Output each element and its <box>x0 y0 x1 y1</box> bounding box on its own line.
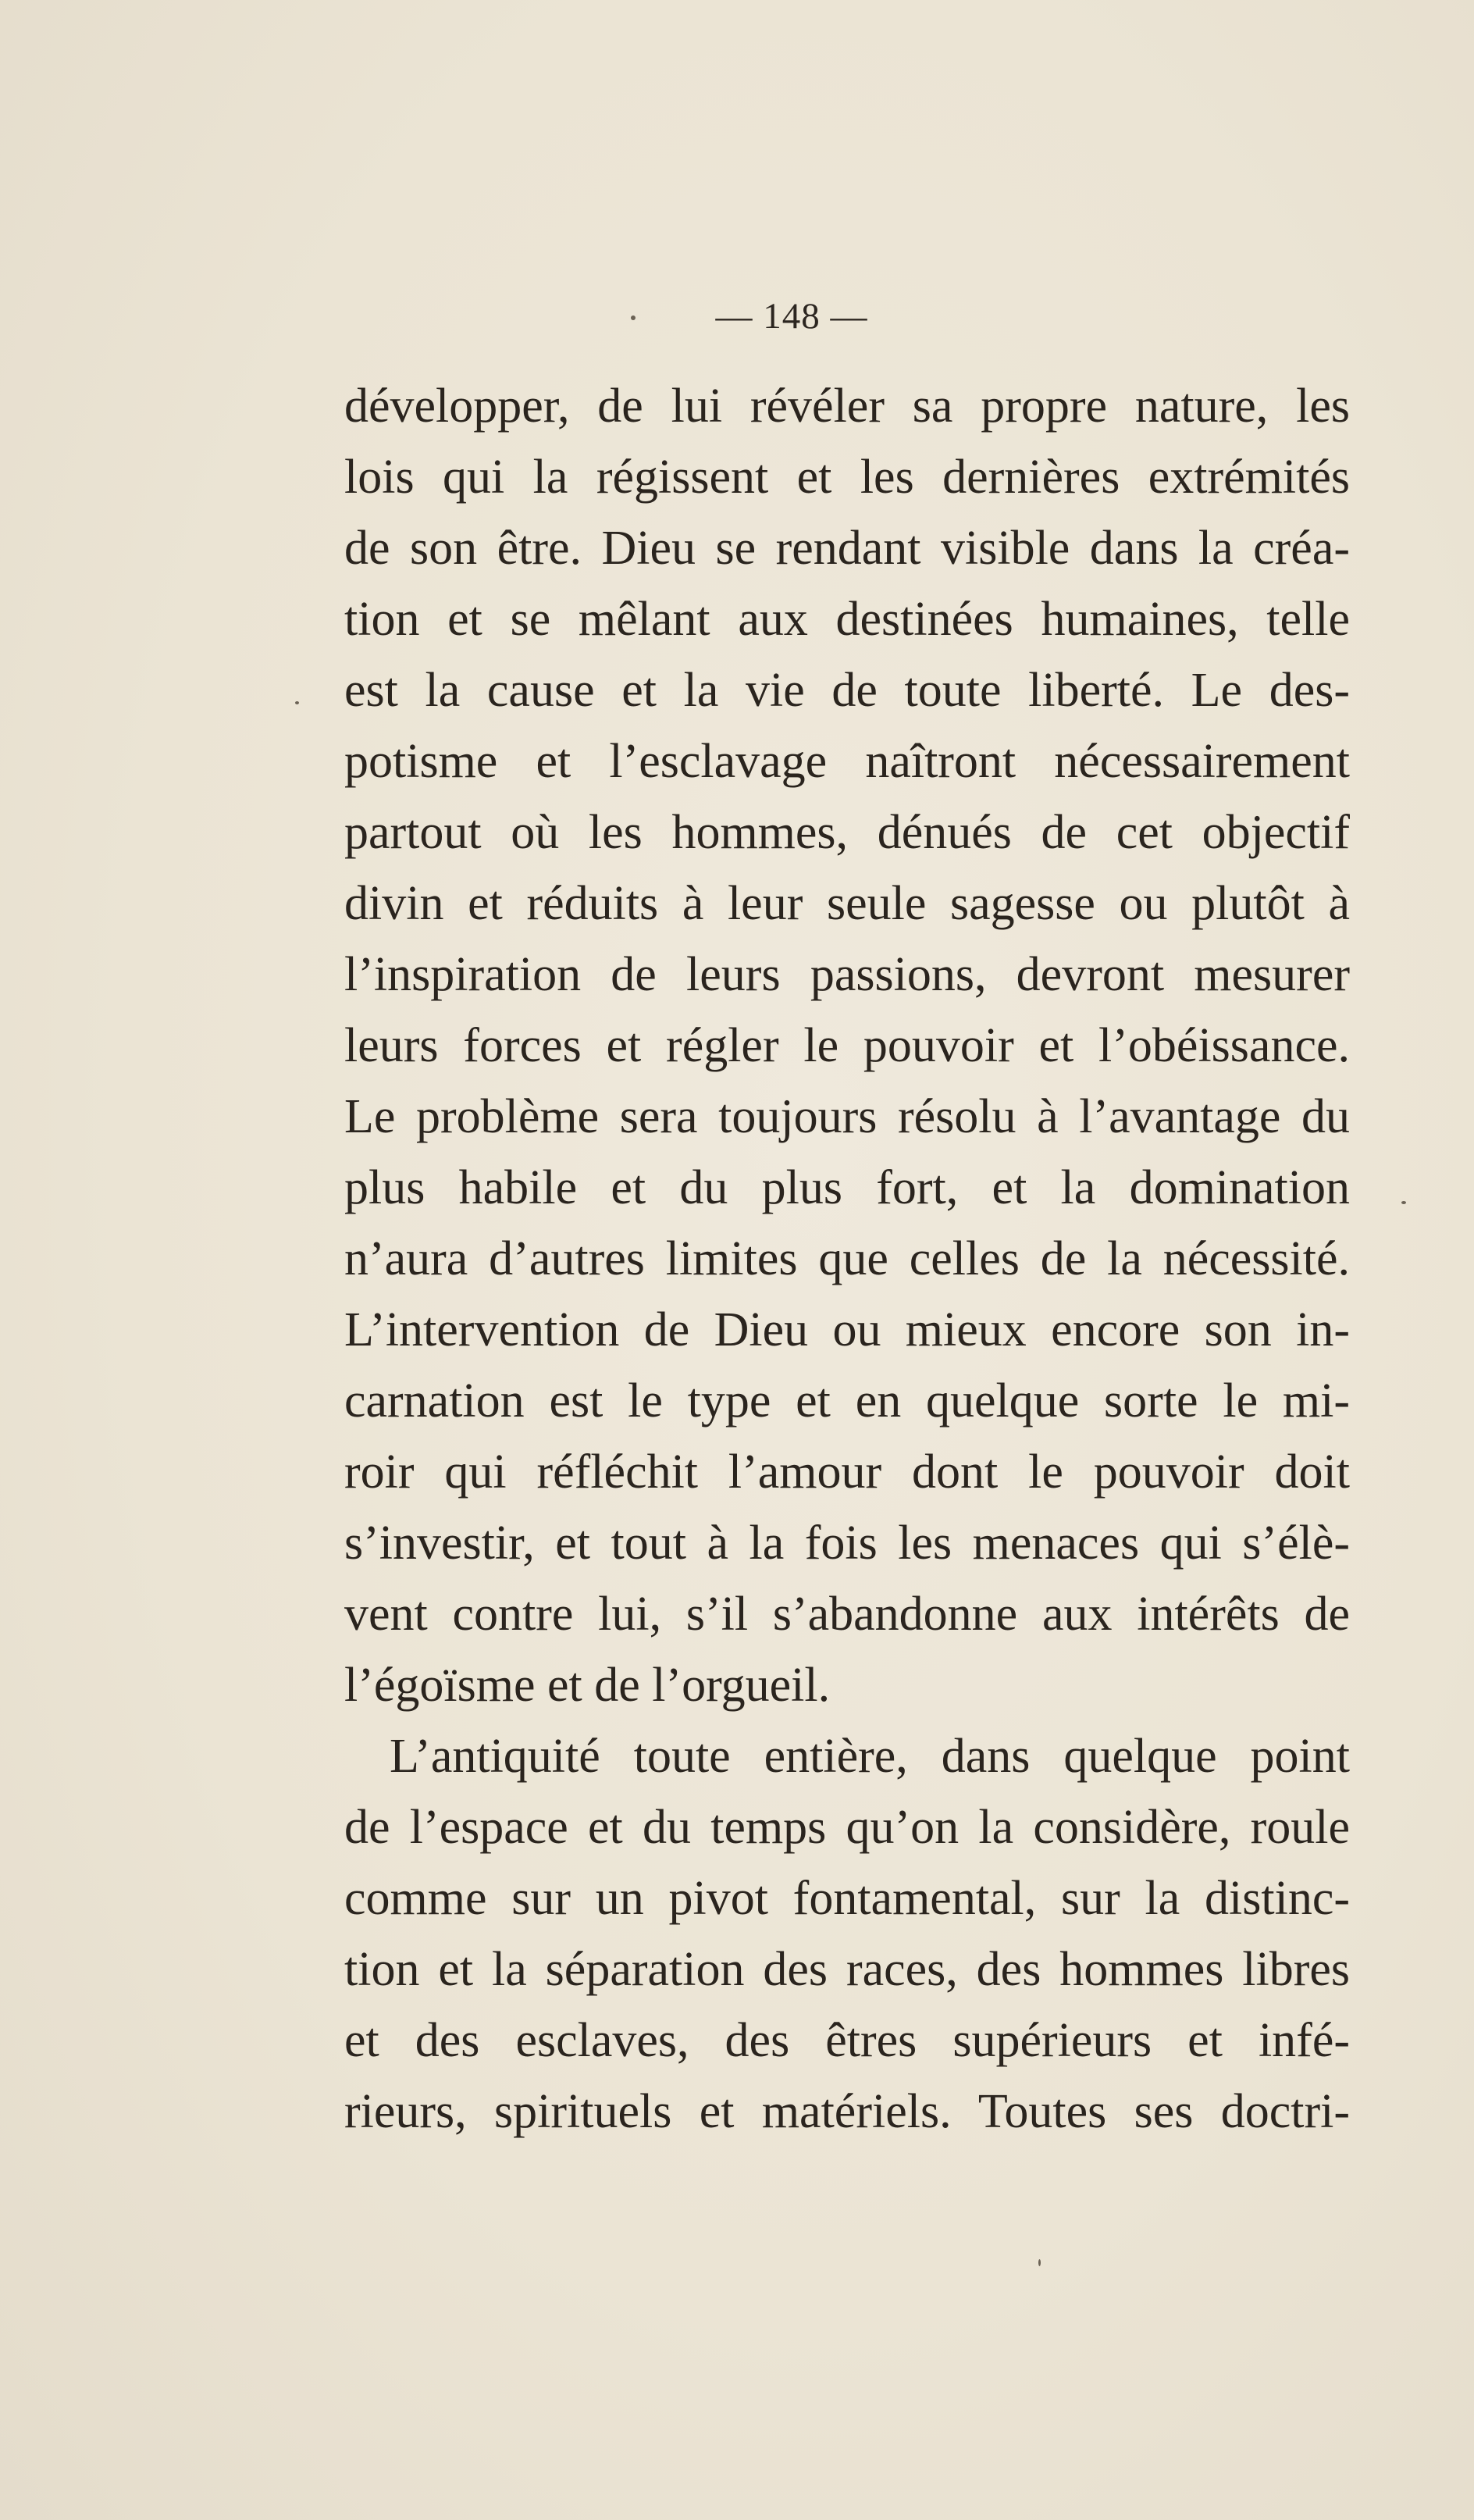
ink-speck <box>1038 2259 1041 2266</box>
text-line: tion et la séparation des races, des hommes libres <box>344 1943 1350 1996</box>
text-line: tion et se mêlant aux destinées humaines, telle <box>344 593 1350 646</box>
text-line: développer, de lui révéler sa propre nature, les <box>344 380 1350 433</box>
text-line: carnation est le type et en quelque sorte le mi- <box>344 1374 1350 1428</box>
text-line: lois qui la régissent et les dernières extrémités <box>344 451 1350 504</box>
text-line: divin et réduits à leur seule sagesse ou plutôt à <box>344 877 1350 930</box>
text-line: vent contre lui, s’il s’abandonne aux intérêts de <box>344 1588 1350 1641</box>
text-line: potisme et l’esclavage naîtront nécessairement <box>344 735 1350 788</box>
text-line: s’investir, et tout à la fois les menaces qui s’élè- <box>344 1517 1350 1570</box>
text-line: n’aura d’autres limites que celles de la nécessité. <box>344 1232 1350 1285</box>
text-line: comme sur un pivot fontamental, sur la distinc- <box>344 1872 1350 1925</box>
text-line: l’inspiration de leurs passions, devront mesurer <box>344 948 1350 1001</box>
page-number: — 148 — <box>715 296 868 337</box>
text-line: plus habile et du plus fort, et la domination <box>344 1161 1350 1214</box>
text-line: roir qui réfléchit l’amour dont le pouvoir doit <box>344 1445 1350 1499</box>
text-line: de son être. Dieu se rendant visible dans la créa- <box>344 522 1350 575</box>
body-text <box>344 371 1350 2148</box>
text-line: partout où les hommes, dénués de cet objectif <box>344 806 1350 859</box>
text-line: de l’espace et du temps qu’on la considère, roule <box>344 1801 1350 1854</box>
text-line: est la cause et la vie de toute liberté. Le des- <box>344 664 1350 717</box>
text-line: rieurs, spirituels et matériels. Toutes ses doctri- <box>344 2085 1350 2138</box>
text-line: leurs forces et régler le pouvoir et l’obéissance. <box>344 1019 1350 1072</box>
ink-speck <box>1401 1201 1406 1204</box>
text-line: L’antiquité toute entière, dans quelque point <box>390 1730 1350 1783</box>
ink-speck <box>295 701 299 704</box>
text-line: l’égoïsme et de l’orgueil. <box>344 1659 831 1712</box>
text-line: Le problème sera toujours résolu à l’avantage du <box>344 1090 1350 1143</box>
text-line: et des esclaves, des êtres supérieurs et infé- <box>344 2014 1350 2067</box>
text-line: L’intervention de Dieu ou mieux encore son in- <box>344 1303 1350 1356</box>
